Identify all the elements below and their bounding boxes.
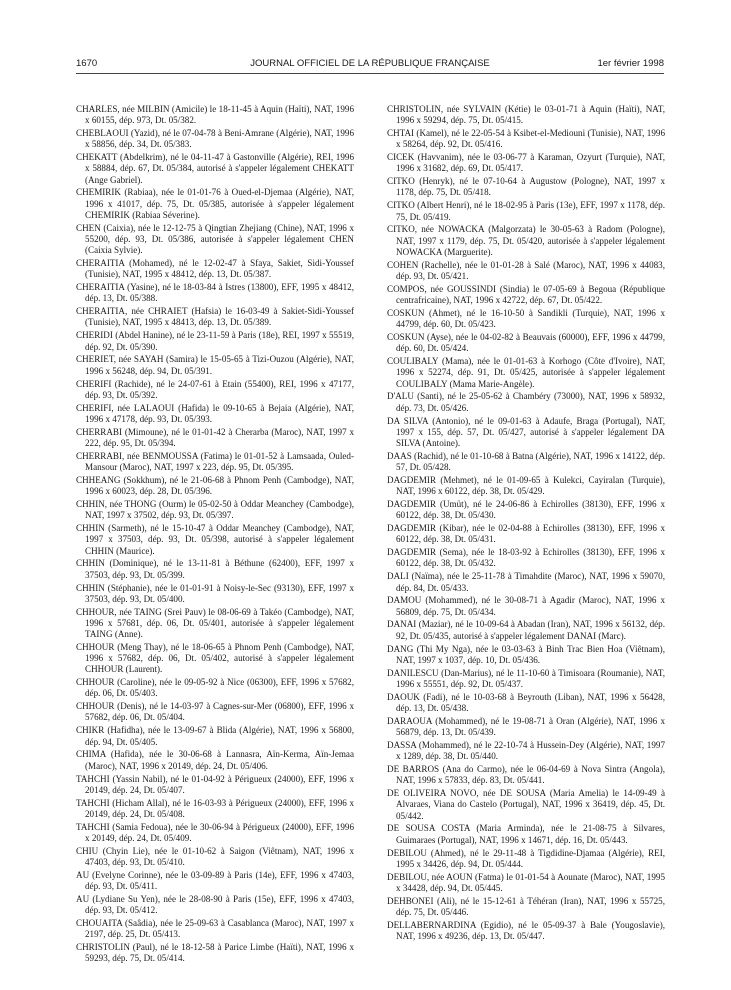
naturalization-entry bbox=[76, 677, 354, 699]
naturalization-entry bbox=[76, 583, 354, 605]
entry-text: DAGDEMIR (Kibar), née le 02-04-88 à Echirolles (38130), EFF, 1996 x 60122, dép. 38, Dt. 05/431. bbox=[387, 523, 665, 545]
entry-text: CHIU (Chyin Lie), née le 01-10-62 à Saigon (Viêtnam), NAT, 1996 x 47403, dép. 93, Dt. 05/410. bbox=[76, 845, 354, 868]
naturalization-entry bbox=[387, 920, 665, 942]
naturalization-entry bbox=[387, 260, 665, 282]
naturalization-entry bbox=[76, 642, 354, 676]
naturalization-entry bbox=[76, 451, 354, 473]
naturalization-entry bbox=[387, 224, 665, 258]
entry-text: CHTAI (Kamel), né le 22-05-54 à Ksibet-el-Mediouni (Tunisie), NAT, 1996 x 58264, dép. 92, Dt. 05/416. bbox=[387, 128, 665, 150]
entry-text: DARAOUA (Mohammed), né le 19-08-71 à Oran (Algérie), NAT, 1996 x 56879, dép. 13, Dt. 05/439. bbox=[387, 715, 665, 738]
entry-text: CHEMIRIK (Rabiaa), née le 01-01-76 à Oued-el-Djemaa (Algérie), NAT, 1996 x 41017, dép. 75, Dt. 05/385, autorisée à s'appeler légalement CHEMIRIK (Rabiaa Séverine). bbox=[76, 187, 354, 220]
entry-text: CITKO (Albert Henri), né le 18-02-95 à Paris (13e), EFF, 1997 x 1178, dép. 75, Dt. 05/419. bbox=[387, 200, 665, 222]
entry-text: CHRISTOLIN, née SYLVAIN (Kétie) le 03-01-71 à Aquin (Haïti), NAT, 1996 x 59294, dép. 75, Dt. 05/415. bbox=[387, 104, 665, 126]
page-number: 1670 bbox=[76, 58, 98, 69]
entry-text: CHERIFI, née LALAOUI (Hafida) le 09-10-65 à Bejaia (Algérie), NAT, 1996 x 47178, dép. 93, Dt. 05/393. bbox=[76, 402, 354, 424]
entry-text: CHEN (Caixia), née le 12-12-75 à Qingtian Zhejiang (Chine), NAT, 1996 x 55200, dép. 93, Dt. 05/386, autorisée à s'appeler légalement CHEN (Caixia Sylvie). bbox=[76, 222, 354, 256]
naturalization-entry bbox=[76, 223, 354, 257]
entry-text: CHRISTOLIN (Paul), né le 18-12-58 à Parice Limbe (Haïti), NAT, 1996 x 59293, dép. 75, Dt. 05/414. bbox=[76, 942, 354, 964]
entry-text: COSKUN (Ahmet), né le 16-10-50 à Sandikli (Turquie), NAT, 1996 x 44799, dép. 60, Dt. 05/423. bbox=[387, 307, 665, 330]
naturalization-entry bbox=[76, 379, 354, 401]
naturalization-entry bbox=[387, 872, 665, 894]
entry-text: DALI (Naïma), née le 25-11-78 à Timahdite (Maroc), NAT, 1996 x 59070, dép. 84, Dt. 05/433. bbox=[387, 571, 665, 593]
entry-text: D'ALU (Santi), né le 25-05-62 à Chambéry (73000), NAT, 1996 x 58932, dép. 73, Dt. 05/426. bbox=[387, 391, 665, 413]
entry-text: DAGDEMIR (Mehmet), né le 01-09-65 à Kulekci, Cayiralan (Turquie), NAT, 1996 x 60122, dép. 38, Dt. 05/429. bbox=[387, 474, 665, 497]
entry-text: COSKUN (Ayse), née le 04-02-82 à Beauvais (60000), EFF, 1996 x 44799, dép. 60, Dt. 05/424. bbox=[387, 332, 665, 354]
naturalization-entry bbox=[387, 152, 665, 174]
naturalization-entry bbox=[387, 200, 665, 222]
entry-text: TAHCHI (Hicham Allal), né le 16-03-93 à Périgueux (24000), EFF, 1996 x 20149, dép. 24, Dt. 05/408. bbox=[76, 797, 354, 819]
entry-text: DEBILOU, née AOUN (Fatma) le 01-01-54 à Aounate (Maroc), NAT, 1995 x 34428, dép. 94, Dt. 05/445. bbox=[387, 871, 665, 893]
entry-text: CHHIN (Sarmeth), né le 15-10-47 à Oddar Meanchey (Cambodge), NAT, 1997 x 37503, dép. 93, Dt. 05/398, autorisé à s'appeler légalement CHHIN (Maurice). bbox=[76, 523, 354, 556]
naturalization-entry bbox=[387, 451, 665, 473]
naturalization-entry bbox=[387, 823, 665, 845]
naturalization-entry bbox=[76, 282, 354, 304]
entry-text: CHERRABI, née BENMOUSSA (Fatima) le 01-01-52 à Lamsaada, Ouled-Mansour (Maroc), NAT, 1997 x 223, dép. 95, Dt. 05/395. bbox=[76, 450, 354, 473]
entry-text: DAOUK (Fadi), né le 10-03-68 à Beyrouth (Liban), NAT, 1996 x 56428, dép. 13, Dt. 05/438. bbox=[387, 691, 665, 713]
naturalization-entry bbox=[387, 416, 665, 450]
entry-text: DE BARROS (Ana do Carmo), née le 06-04-69 à Nova Sintra (Angola), NAT, 1996 x 57833, dép. 83, Dt. 05/441. bbox=[387, 764, 665, 786]
entry-text: CHOUAITA (Saâdia), née le 25-09-63 à Casablanca (Maroc), NAT, 1997 x 2197, dép. 25, Dt. 05/413. bbox=[76, 918, 354, 940]
naturalization-entry bbox=[387, 740, 665, 762]
naturalization-entry bbox=[76, 798, 354, 820]
naturalization-entry bbox=[387, 499, 665, 521]
entry-text: DANAI (Maziar), né le 10-09-64 à Abadan (Iran), NAT, 1996 x 56132, dép. 92, Dt. 05/435, autorisé à s'appeler légalement DANAI (Marc). bbox=[387, 619, 665, 641]
entry-text: CHEBLAOUI (Yazid), né le 07-04-78 à Beni-Amrane (Algérie), NAT, 1996 x 58856, dép. 34, Dt. 05/383. bbox=[76, 128, 354, 150]
naturalization-entry bbox=[387, 595, 665, 617]
naturalization-entry bbox=[76, 822, 354, 844]
entry-text: DASSA (Mohammed), né le 22-10-74 à Hussein-Dey (Algérie), NAT, 1997 x 1289, dép. 38, Dt. 05/440. bbox=[387, 739, 665, 762]
naturalization-entry bbox=[387, 764, 665, 786]
entry-text: DANG (Thi My Nga), née le 03-03-63 à Binh Trac Bien Hoa (Viêtnam), NAT, 1997 x 1037, dép. 10, Dt. 05/436. bbox=[387, 643, 665, 665]
naturalization-entry bbox=[76, 354, 354, 376]
naturalization-entry bbox=[76, 942, 354, 964]
naturalization-entry bbox=[76, 558, 354, 580]
entry-text: CHARLES, née MILBIN (Amicile) le 18-11-45 à Aquin (Haïti), NAT, 1996 x 60155, dép. 973, Dt. 05/382. bbox=[76, 104, 354, 126]
entry-text: DAGDEMIR (Umüt), né le 24-06-86 à Echirolles (38130), EFF, 1996 x 60122, dép. 38, Dt. 05/430. bbox=[387, 499, 665, 521]
entry-text: TAHCHI (Samia Fedoua), née le 30-06-94 à Périgueux (24000), EFF, 1996 x 20149, dép. 24, Dt. 05/409. bbox=[76, 821, 354, 843]
naturalization-entry bbox=[76, 607, 354, 641]
naturalization-entry bbox=[387, 896, 665, 918]
entry-text: DEHBONEI (Ali), né le 15-12-61 à Téhéran (Iran), NAT, 1996 x 55725, dép. 75, Dt. 05/446. bbox=[387, 895, 665, 917]
entry-text: CHIMA (Hafida), née le 30-06-68 à Lannasra, Aïn-Kerma, Aïn-Jemaa (Maroc), NAT, 1996 x 20149, dép. 24, Dt. 05/406. bbox=[76, 749, 354, 771]
entry-text: DAGDEMIR (Sema), née le 18-03-92 à Echirolles (38130), EFF, 1996 x 60122, dép. 38, Dt. 05/432. bbox=[387, 547, 665, 569]
right-column bbox=[387, 104, 665, 944]
entry-text: DAMOU (Mohammed), né le 30-08-71 à Agadir (Maroc), NAT, 1996 x 56809, dép. 75, Dt. 05/434. bbox=[387, 595, 665, 617]
naturalization-entry bbox=[387, 716, 665, 738]
entry-text: DEBILOU (Ahmed), né le 29-11-48 à Tigdidine-Djamaa (Algérie), REI, 1995 x 34426, dép. 94, Dt. 05/444. bbox=[387, 847, 665, 869]
entry-text: DE OLIVEIRA NOVO, née DE SOUSA (Maria Amelia) le 14-09-49 à Alvaraes, Viana do Castelo (Portugal), NAT, 1996 x 36419, dép. 45, Dt. 05/442. bbox=[387, 788, 665, 821]
naturalization-entry bbox=[387, 668, 665, 690]
naturalization-entry bbox=[76, 749, 354, 771]
naturalization-entry bbox=[387, 788, 665, 822]
naturalization-entry bbox=[387, 619, 665, 641]
naturalization-entry bbox=[76, 846, 354, 868]
entry-text: CHERIET, née SAYAH (Samira) le 15-05-65 à Tizi-Ouzou (Algérie), NAT, 1996 x 56248, dép. 94, Dt. 05/391. bbox=[76, 354, 354, 376]
naturalization-entry bbox=[387, 176, 665, 198]
naturalization-entry bbox=[76, 152, 354, 186]
naturalization-entry bbox=[387, 308, 665, 330]
entry-text: DE SOUSA COSTA (Maria Arminda), née le 21-08-75 à Silvares, Guimaraes (Portugal), NAT, 1996 x 14671, dép. 16, Dt. 05/443. bbox=[387, 823, 665, 845]
entry-text: CHERAITIA (Mohamed), né le 12-02-47 à Sfaya, Sakiet, Sidi-Youssef (Tunisie), NAT, 1995 x 48412, dép. 13, Dt. 05/387. bbox=[76, 258, 354, 280]
naturalization-entry bbox=[387, 571, 665, 593]
naturalization-entry bbox=[387, 332, 665, 354]
header-rule bbox=[76, 73, 664, 74]
naturalization-entry bbox=[387, 128, 665, 150]
entry-text: TAHCHI (Yassin Nabil), né le 01-04-92 à Périgueux (24000), EFF, 1996 x 20149, dép. 24, Dt. 05/407. bbox=[76, 773, 354, 795]
naturalization-entry bbox=[76, 475, 354, 497]
naturalization-entry bbox=[387, 692, 665, 714]
naturalization-entry bbox=[387, 475, 665, 497]
naturalization-entry bbox=[76, 187, 354, 221]
naturalization-entry bbox=[387, 848, 665, 870]
naturalization-entry bbox=[76, 725, 354, 747]
naturalization-entry bbox=[387, 391, 665, 413]
entry-text: CHHOUR (Denis), né le 14-03-97 à Cagnes-sur-Mer (06800), EFF, 1996 x 57682, dép. 06, Dt. 05/404. bbox=[76, 701, 354, 723]
entry-text: COULIBALY (Mama), née le 01-01-63 à Korhogo (Côte d'Ivoire), NAT, 1996 x 52274, dép. 91, Dt. 05/425, autorisée à s'appeler légalement COULIBALY (Mama Marie-Angèle). bbox=[387, 356, 665, 389]
entry-text: DANILESCU (Dan-Marius), né le 11-10-60 à Timisoara (Roumanie), NAT, 1996 x 55551, dép. 92, Dt. 05/437. bbox=[387, 667, 665, 689]
entry-text: CHHIN (Stéphanie), née le 01-01-91 à Noisy-le-Sec (93130), EFF, 1997 x 37503, dép. 93, Dt. 05/400. bbox=[76, 582, 354, 604]
entry-text: COMPOS, née GOUSSINDI (Sindia) le 07-05-69 à Begoua (République centrafricaine), NAT, 1996 x 42722, dép. 67, Dt. 05/422. bbox=[387, 283, 665, 306]
naturalization-entry bbox=[387, 547, 665, 569]
entry-text: CHERIFI (Rachide), né le 24-07-61 à Etain (55400), REI, 1996 x 47177, dép. 93, Dt. 05/392. bbox=[76, 378, 354, 400]
entry-text: CHIKR (Hafidha), née le 13-09-67 à Blida (Algérie), NAT, 1996 x 56800, dép. 94, Dt. 05/405. bbox=[76, 725, 354, 747]
naturalization-entry bbox=[76, 128, 354, 150]
naturalization-entry bbox=[387, 356, 665, 390]
issue-date: 1er février 1998 bbox=[597, 58, 664, 69]
naturalization-entry bbox=[387, 644, 665, 666]
entry-text: DELLABERNARDINA (Egidio), né le 05-09-37 à Bale (Yougoslavie), NAT, 1996 x 49236, dép. 13, Dt. 05/447. bbox=[387, 919, 665, 942]
entry-text: CHHOUR (Meng Thay), né le 18-06-65 à Phnom Penh (Cambodge), NAT, 1996 x 57682, dép. 06, Dt. 05/402, autorisé à s'appeler légalement CHHOUR (Laurent). bbox=[76, 641, 354, 675]
entry-text: CHERRABI (Mimoune), né le 01-01-42 à Cherarba (Maroc), NAT, 1997 x 222, dép. 95, Dt. 05/394. bbox=[76, 426, 354, 448]
naturalization-entry bbox=[76, 403, 354, 425]
entry-text: AU (Lydiane Su Yen), née le 28-08-90 à Paris (15e), EFF, 1996 x 47403, dép. 93, Dt. 05/412. bbox=[76, 894, 354, 916]
entry-text: CHHOUR (Caroline), née le 09-05-92 à Nice (06300), EFF, 1996 x 57682, dép. 06, Dt. 05/403. bbox=[76, 677, 354, 699]
entry-text: CHHIN (Dominique), né le 13-11-81 à Béthune (62400), EFF, 1997 x 37503, dép. 93, Dt. 05/399. bbox=[76, 558, 354, 580]
naturalization-entry bbox=[76, 258, 354, 280]
entry-text: AU (Evelyne Corinne), née le 03-09-89 à Paris (14e), EFF, 1996 x 47403, dép. 93, Dt. 05/411. bbox=[76, 869, 354, 892]
page-header bbox=[76, 58, 664, 74]
naturalization-entry bbox=[76, 918, 354, 940]
entry-text: CHERAITIA (Yasine), né le 18-03-84 à Istres (13800), EFF, 1995 x 48412, dép. 13, Dt. 05/388. bbox=[76, 282, 354, 304]
naturalization-entry bbox=[76, 774, 354, 796]
naturalization-entry bbox=[387, 104, 665, 126]
entry-text: CHERAITIA, née CHRAIET (Hafsia) le 16-03-49 à Sakiet-Sidi-Youssef (Tunisie), NAT, 1995 x 48413, dép. 13, Dt. 05/389. bbox=[76, 306, 354, 328]
naturalization-entry bbox=[76, 701, 354, 723]
naturalization-entry bbox=[76, 894, 354, 916]
left-column bbox=[76, 104, 354, 966]
entry-text: CICEK (Havvanim), née le 03-06-77 à Karaman, Ozyurt (Turquie), NAT, 1996 x 31682, dép. 69, Dt. 05/417. bbox=[387, 152, 665, 174]
entry-text: DA SILVA (Antonio), né le 09-01-63 à Adaufe, Braga (Portugal), NAT, 1997 x 155, dép. 57, Dt. 05/427, autorisé à s'appeler légalement DA SILVA (Antoine). bbox=[387, 415, 665, 448]
entry-text: CHHIN, née THONG (Ourm) le 05-02-50 à Oddar Meanchey (Cambodge), NAT, 1997 x 37502, dép. 93, Dt. 05/397. bbox=[76, 499, 354, 521]
naturalization-entry bbox=[76, 523, 354, 557]
entry-text: CHHOUR, née TAING (Srei Pauv) le 08-06-69 à Takéo (Cambodge), NAT, 1996 x 57681, dép. 06, Dt. 05/401, autorisée à s'appeler légalement TAING (Anne). bbox=[76, 606, 354, 639]
naturalization-entry bbox=[76, 104, 354, 126]
naturalization-entry bbox=[76, 499, 354, 521]
naturalization-entry bbox=[387, 523, 665, 545]
entry-text: DAAS (Rachid), né le 01-10-68 à Batna (Algérie), NAT, 1996 x 14122, dép. 57, Dt. 05/428. bbox=[387, 450, 665, 473]
entry-text: CHERIDI (Abdel Hanine), né le 23-11-59 à Paris (18e), REI, 1997 x 55519, dép. 92, Dt. 05/390. bbox=[76, 330, 354, 352]
naturalization-entry bbox=[76, 330, 354, 352]
entry-text: CITKO (Henryk), né le 07-10-64 à Augustow (Pologne), NAT, 1997 x 1178, dép. 75, Dt. 05/418. bbox=[387, 176, 665, 198]
entry-text: CITKO, née NOWACKA (Malgorzata) le 30-05-63 à Radom (Pologne), NAT, 1997 x 1179, dép. 75, Dt. 05/420, autorisée à s'appeler légalement NOWACKA (Marguerite). bbox=[387, 224, 665, 257]
naturalization-entry bbox=[76, 427, 354, 449]
entry-text: CHHEANG (Sokkhum), né le 21-06-68 à Phnom Penh (Cambodge), NAT, 1996 x 60023, dép. 28, Dt. 05/396. bbox=[76, 474, 354, 497]
naturalization-entry bbox=[76, 306, 354, 328]
journal-title: JOURNAL OFFICIEL DE LA RÉPUBLIQUE FRANÇAISE bbox=[250, 58, 490, 69]
entry-text: COHEN (Rachelle), née le 01-01-28 à Salé (Maroc), NAT, 1996 x 44083, dép. 93, Dt. 05/421. bbox=[387, 259, 665, 281]
naturalization-entry bbox=[76, 870, 354, 892]
naturalization-entry bbox=[387, 284, 665, 306]
entry-text: CHEKATT (Abdelkrim), né le 04-11-47 à Gastonville (Algérie), REI, 1996 x 58884, dép. 67, Dt. 05/384, autorisé à s'appeler légalement CHEKATT (Ange Gabriel). bbox=[76, 152, 354, 185]
